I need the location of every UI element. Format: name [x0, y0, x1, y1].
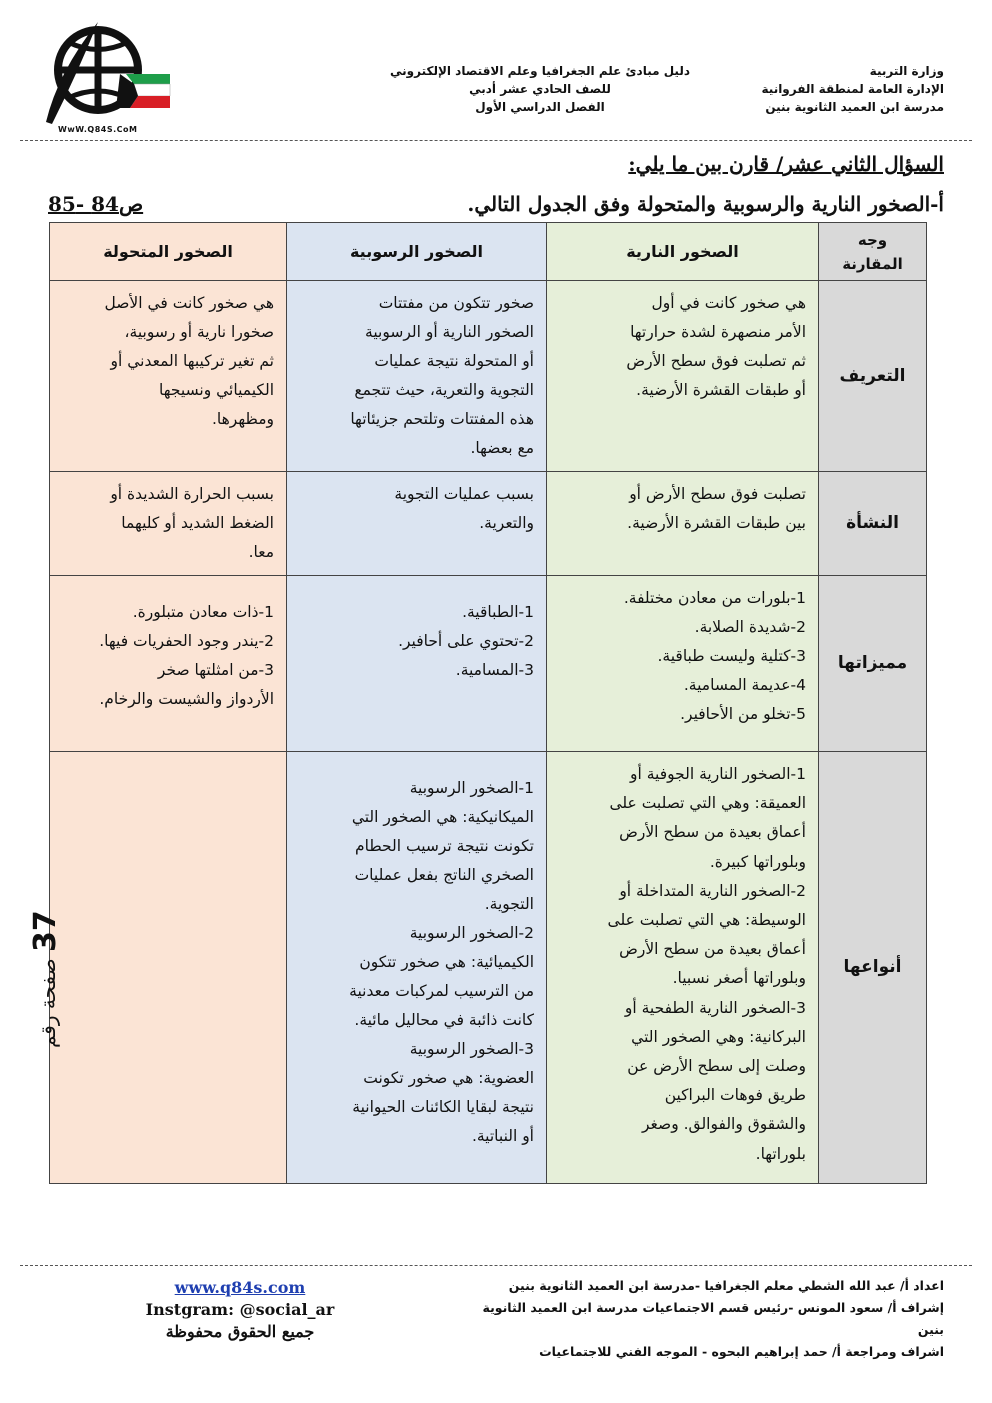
table-row-types	[50, 752, 927, 1184]
cell-line: الكيميائي ونسيجها	[159, 381, 274, 399]
logo-site-text: WwW.Q84S.CoM	[58, 125, 138, 134]
header-ministry	[684, 62, 944, 116]
cell-line: ومظهرها.	[211, 410, 274, 428]
cell-line: 3-الصخور الرسوبية	[409, 1040, 534, 1058]
cell-sedimentary-types	[287, 752, 547, 1184]
cell-line: 1-بلورات من معادن مختلفة.	[623, 589, 806, 607]
credit-prepared-by: اعداد أ/ عبد الله الشطي معلم الجغرافيا -مدرسة ابن العميد الثانوية بنين	[508, 1278, 944, 1293]
cell-igneous-features	[547, 576, 819, 752]
table-row-origin	[50, 472, 927, 576]
cell-line: هذه المفتتات وتلتحم جزيئاتها	[350, 410, 534, 428]
cell-line: أو طبقات القشرة الأرضية.	[636, 381, 806, 399]
row-label-origin: النشأة	[819, 472, 927, 576]
header-directorate-line: الإدارة العامة لمنطقة الفروانية	[761, 82, 944, 96]
cell-sedimentary-features	[287, 576, 547, 752]
table-row-features	[50, 576, 927, 752]
header-divider	[20, 140, 972, 141]
table-header-row	[50, 223, 927, 281]
cell-line: أو المتحولة نتيجة عمليات	[374, 352, 534, 370]
cell-line: 2-الصخور النارية المتداخلة أو	[619, 881, 806, 900]
cell-line: 2-تحتوي على أحافير.	[398, 632, 534, 650]
header-grade: للصف الحادي عشر أدبي	[469, 82, 611, 96]
question-subtitle: أ-الصخور النارية والرسوبية والمتحولة وفق الجدول التالي.	[467, 192, 944, 216]
cell-line: 2-شديدة الصلابة.	[694, 618, 806, 636]
cell-line: العضوية: هي صخور تكونت	[363, 1069, 534, 1087]
cell-line: معا.	[248, 543, 274, 561]
page-number-label: صفحة رقم	[36, 958, 60, 1048]
cell-metamorphic-definition	[50, 281, 287, 472]
cell-line: صخورا نارية أو رسوبية،	[124, 323, 274, 341]
cell-igneous-definition	[547, 281, 819, 472]
cell-line: 3-من امثلتها صخر	[157, 661, 274, 679]
header-face-2: المقارنة	[842, 254, 903, 273]
cell-metamorphic-types	[50, 752, 287, 1184]
cell-line: من الترسيب لمركبات معدنية	[349, 982, 534, 1000]
cell-line: صخور تتكون من مفتتات	[378, 294, 534, 312]
cell-line: أو النباتية.	[471, 1127, 534, 1145]
cell-line: الكيميائية: هي صخور تتكون	[359, 953, 534, 971]
cell-metamorphic-origin	[50, 472, 287, 576]
cell-line: 3-المسامية.	[455, 661, 534, 679]
cell-line: 1-الصخور الرسوبية	[409, 779, 534, 797]
cell-line: الأردواز والشيست والرخام.	[99, 690, 274, 708]
cell-line: 1-الصخور النارية الجوفية أو	[630, 765, 806, 783]
header-semester: الفصل الدراسي الأول	[475, 100, 605, 114]
cell-line: ثم تصلبت فوق سطح الأرض	[626, 352, 806, 370]
header-school-line: مدرسة ابن العميد الثانوية بنين	[765, 100, 944, 114]
cell-line: وبلوراتها كبيرة.	[709, 852, 806, 871]
cell-line: بين طبقات القشرة الأرضية.	[627, 514, 806, 532]
site-logo	[38, 12, 173, 137]
cell-line: 5-تخلو من الأحافير.	[680, 705, 806, 723]
cell-line: ثم تغير تركيبها المعدني أو	[110, 352, 274, 370]
page-reference: ص84 -85	[48, 192, 144, 216]
question-title: السؤال الثاني عشر/ قارن بين ما يلي:	[628, 152, 944, 176]
cell-line: والتعرية.	[479, 514, 534, 532]
cell-line: الوسيطة: هي التي تصلبت على	[607, 911, 806, 930]
cell-line: بسبب الحرارة الشديدة أو	[110, 485, 274, 503]
footer-contact	[120, 1277, 360, 1343]
cell-line: مع بعضها.	[470, 439, 534, 457]
credit-supervised-by: إشراف أ/ سعود المونس -رئيس قسم الاجتماعيات مدرسة ابن العميد الثانوية بنين	[482, 1300, 944, 1337]
cell-line: كانت ذائبة في محاليل مائية.	[354, 1011, 534, 1029]
cell-line: البركانية: وهي الصخور التي	[631, 1027, 806, 1046]
cell-line: طريق فوهات البراكين	[664, 1086, 806, 1105]
cell-line: الضغط الشديد أو كليهما	[121, 514, 274, 532]
header-sedimentary: الصخور الرسوبية	[287, 223, 547, 281]
cell-line: الصخري الناتج بفعل عمليات	[354, 866, 534, 884]
header-guide-title: دليل مبادئ علم الجغرافيا وعلم الاقتصاد الإلكتروني	[390, 64, 690, 78]
cell-line: 2-يندر وجود الحفريات فيها.	[99, 632, 274, 650]
cell-line: 4-عديمة المسامية.	[683, 676, 806, 694]
cell-line: تصلبت فوق سطح الأرض أو	[629, 485, 806, 503]
cell-line: بسبب عمليات التجوية	[394, 485, 534, 503]
comparison-table	[49, 222, 927, 1184]
cell-line: 2-الصخور الرسوبية	[409, 924, 534, 942]
table-row-definition	[50, 281, 927, 472]
page-number-text	[28, 910, 63, 1048]
cell-line: نتيجة لبقايا الكائنات الحيوانية	[352, 1098, 534, 1116]
cell-line: وبلوراتها أصغر نسبيا.	[672, 969, 806, 988]
cell-line: الصخور النارية أو الرسوبية	[365, 323, 534, 341]
footer-credits	[464, 1275, 944, 1363]
header-comparison-face	[819, 223, 927, 281]
cell-metamorphic-features	[50, 576, 287, 752]
header-ministry-line: وزارة التربية	[869, 64, 944, 78]
cell-line: التجوية والتعرية، حيث تتجمع	[354, 381, 534, 399]
cell-line: 3-كتلية وليست طباقية.	[657, 647, 806, 665]
cell-line: والشقوق والفوالق. وصغر	[642, 1115, 806, 1134]
cell-line: 1-الطباقية.	[462, 603, 534, 621]
cell-sedimentary-definition	[287, 281, 547, 472]
page-number-value: 37	[28, 910, 63, 953]
cell-line: هي صخور كانت في أول	[651, 294, 806, 312]
cell-line: الميكانيكية: هي الصخور التي	[351, 808, 534, 826]
header-face-1: وجه	[857, 230, 888, 249]
header-guide	[380, 62, 700, 116]
cell-line: وصلت إلى سطح الأرض عن	[627, 1057, 806, 1076]
footer-divider	[20, 1265, 972, 1266]
cell-igneous-origin	[547, 472, 819, 576]
credit-reviewed-by: اشراف ومراجعة أ/ حمد إبراهيم البحوه - الموجه الفني للاجتماعيات	[539, 1344, 944, 1359]
cell-igneous-types	[547, 752, 819, 1184]
cell-line: التجوية.	[484, 895, 534, 913]
cell-line: هي صخور كانت في الأصل	[104, 294, 274, 312]
cell-line: العميقة: وهي التي تصلبت على	[609, 794, 806, 813]
cell-line: 3-الصخور النارية الطفحية أو	[624, 998, 806, 1017]
header-metamorphic: الصخور المتحولة	[50, 223, 287, 281]
row-label-definition: التعريف	[819, 281, 927, 472]
cell-line: أعماق بعيدة من سطح الأرض	[619, 940, 806, 959]
rights-reserved: جميع الحقوق محفوظة	[165, 1322, 315, 1341]
header-igneous: الصخور النارية	[547, 223, 819, 281]
cell-line: أعماق بعيدة من سطح الأرض	[619, 823, 806, 842]
cell-sedimentary-origin	[287, 472, 547, 576]
row-label-features: مميزاتها	[819, 576, 927, 752]
cell-line: 1-ذات معادن متبلورة.	[132, 603, 274, 621]
page-number	[18, 910, 63, 1050]
cell-line: الأمر منصهرة لشدة حرارتها	[630, 323, 806, 341]
cell-line: تكونت نتيجة ترسيب الحطام	[355, 837, 534, 855]
website-link[interactable]: www.q84s.com	[174, 1278, 306, 1297]
row-label-types: أنواعها	[819, 752, 927, 1184]
cell-line: بلوراتها.	[755, 1144, 806, 1163]
instagram-handle: Instgram: @social_ar	[145, 1300, 335, 1319]
